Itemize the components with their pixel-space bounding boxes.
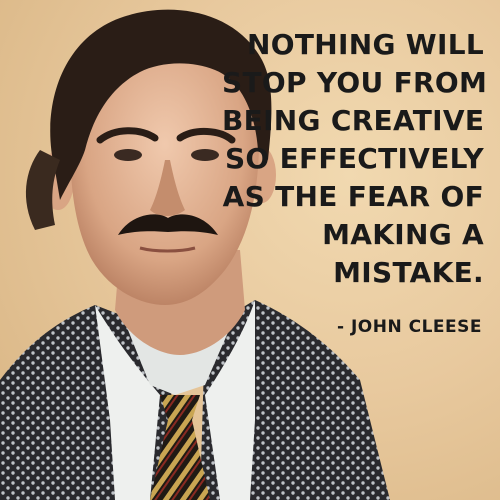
quote-line: MAKING A bbox=[322, 218, 484, 251]
quote-line: MISTAKE. bbox=[333, 256, 484, 289]
quote-line: BEING CREATIVE bbox=[222, 104, 485, 137]
quote-line: STOP YOU FROM bbox=[222, 66, 488, 99]
quote-attribution: - JOHN CLEESE bbox=[336, 317, 482, 337]
left-eye bbox=[114, 149, 142, 161]
quote-line: AS THE FEAR OF bbox=[222, 180, 484, 213]
right-eye bbox=[191, 149, 219, 161]
quote-line: NOTHING WILL bbox=[247, 28, 484, 61]
quote-text bbox=[222, 26, 488, 292]
quote-line: SO EFFECTIVELY bbox=[224, 142, 484, 175]
